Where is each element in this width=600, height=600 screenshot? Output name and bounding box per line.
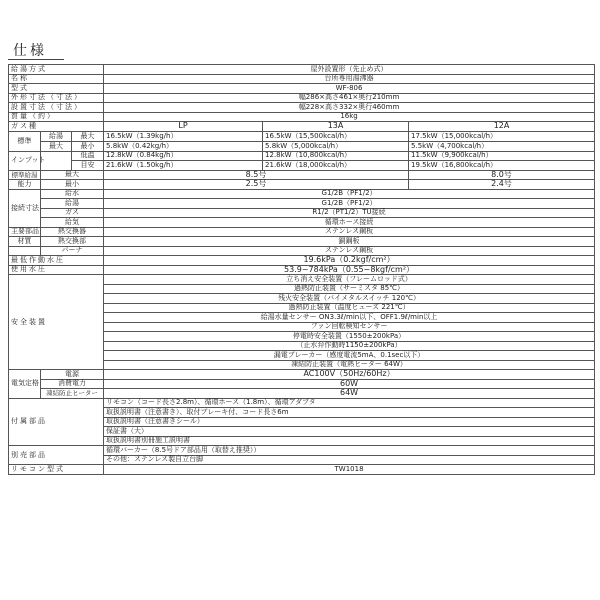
- label-input-group-2: インプット: [9, 151, 41, 170]
- input-low-lp: 12.8kW（0.84kg/h）: [104, 151, 263, 161]
- label-model: 型式: [9, 84, 104, 94]
- power-key-heater: 凍結防止ヒーター: [41, 389, 104, 399]
- row-piping-air: [9, 218, 595, 228]
- page-title: 仕様: [13, 43, 47, 59]
- label-piping-group: 接続寸法: [9, 189, 41, 227]
- accessory-item: 取扱説明書別冊施工説明書: [104, 436, 595, 446]
- row-weight: [9, 112, 595, 122]
- capacity-max-lp-13a: 8.5号: [104, 170, 409, 180]
- row-outer-size: [9, 93, 595, 103]
- row-material-hx-part: [9, 237, 595, 247]
- label-outer-size: 外形寸法（寸法）: [9, 93, 104, 103]
- row-product-name: [9, 74, 595, 84]
- value-model: WF-806: [104, 84, 595, 94]
- piping-key-air: 給気: [41, 218, 104, 228]
- row-water-pressure: [9, 265, 595, 275]
- label-input-state: 最大: [41, 141, 72, 151]
- value-outer-size: 幅286×高さ461×奥行210mm: [104, 93, 595, 103]
- piping-water-in: G1/2B（PF1/2）: [104, 189, 595, 199]
- input-guide-12a: 19.5kW（16,800kcal/h）: [409, 161, 595, 171]
- power-source: AC100V（50Hz/60Hz）: [104, 370, 595, 380]
- label-supply-method: 給湯方式: [9, 65, 104, 75]
- input-max-13a: 16.5kW（15,500kcal/h）: [263, 131, 409, 141]
- safety-item: 給湯水量センサー ON3.3ℓ/min以下、OFF1.9ℓ/min以上: [104, 313, 595, 323]
- row-power-source: [9, 370, 595, 380]
- piping-key-water-in: 給水: [41, 189, 104, 199]
- safety-item: 漏電ブレーカー（感度電流5mA、0.1sec以下）: [104, 351, 595, 361]
- safety-item: ファン回転検知センサー: [104, 322, 595, 332]
- value-product-name: 台所専用湯沸器: [104, 74, 595, 84]
- label-capacity-group: 標準給湯: [9, 170, 41, 180]
- title-underline: [8, 59, 64, 60]
- row-material-burner: [9, 246, 595, 256]
- value-water-pressure: 53.9~784kPa（0.55~8kgf/cm²）: [104, 265, 595, 275]
- gas-13a: 13A: [263, 122, 409, 132]
- piping-gas: R1/2（PT1/2）TU接続: [104, 208, 595, 218]
- capacity-key-max: 最大: [41, 170, 104, 180]
- material-burner: ステンレス鋼板: [104, 246, 595, 256]
- row-material-hx: [9, 227, 595, 237]
- label-input-group: 標準: [9, 131, 41, 151]
- capacity-key-min: 最小: [41, 180, 104, 190]
- input-key-low: 低温: [72, 151, 104, 161]
- row-remote: [9, 465, 595, 475]
- row-model: [9, 84, 595, 94]
- power-heater: 64W: [104, 389, 595, 399]
- row-piping-gas: [9, 208, 595, 218]
- option-item: その他：ステンレス製自立台脚: [104, 455, 595, 465]
- safety-item: 凍結防止装置（電熱ヒーター 64W）: [104, 360, 595, 370]
- accessory-item: 保証書（大）: [104, 427, 595, 437]
- capacity-max-12a: 8.0号: [409, 170, 595, 180]
- capacity-min-lp-13a: 2.5号: [104, 180, 409, 190]
- row-supply-method: [9, 65, 595, 75]
- label-options: 別売部品: [9, 446, 104, 465]
- row-input-max: [9, 131, 595, 141]
- input-key-guide: 目安: [72, 161, 104, 171]
- row-options: [9, 446, 595, 456]
- label-capacity-group-2: 能力: [9, 180, 41, 190]
- row-input-low: [9, 151, 595, 161]
- safety-item: 過熱防止装置（温度ヒューズ 221℃）: [104, 303, 595, 313]
- input-min-13a: 5.8kW（5,000kcal/h）: [263, 141, 409, 151]
- row-gas-type: [9, 122, 595, 132]
- safety-item: 停電時安全装置（1550±200kPa）: [104, 332, 595, 342]
- label-safety: 安全装置: [9, 275, 104, 370]
- power-key-consumption: 消費電力: [41, 379, 104, 389]
- row-accessories: [9, 398, 595, 408]
- material-key-hx: 熱交換器: [41, 227, 104, 237]
- input-min-12a: 5.5kW（4,700kcal/h）: [409, 141, 595, 151]
- option-item: 循環バーカー（8.5号ドア部品用（取替え推奨））: [104, 446, 595, 456]
- input-low-13a: 12.8kW（10,800kcal/h）: [263, 151, 409, 161]
- input-low-12a: 11.5kW（9,900kcal/h）: [409, 151, 595, 161]
- label-water-pressure: 使用水圧: [9, 265, 104, 275]
- label-remote: リモコン型式: [9, 465, 104, 475]
- gas-12a: 12A: [409, 122, 595, 132]
- label-accessories: 付属部品: [9, 398, 104, 446]
- value-mount-size: 幅228×高さ332×奥行460mm: [104, 103, 595, 113]
- input-guide-13a: 21.6kW（18,000kcal/h）: [263, 161, 409, 171]
- spec-table: [8, 64, 595, 475]
- value-min-pressure: 19.6kPa（0.2kgf/cm²）: [104, 256, 595, 266]
- input-max-lp: 16.5kW（1.39kg/h）: [104, 131, 263, 141]
- row-input-guide: [9, 161, 595, 171]
- label-power-group: 電気定格: [9, 370, 41, 399]
- safety-item: 立ち消え安全装置（フレームロッド式）: [104, 275, 595, 285]
- material-key-burner: バーナ: [41, 246, 104, 256]
- value-supply-method: 屋外設置形（先止め式）: [104, 65, 595, 75]
- value-remote: TW1018: [104, 465, 595, 475]
- piping-hot-out: G1/2B（PF1/2）: [104, 199, 595, 209]
- row-input-min: [9, 141, 595, 151]
- piping-key-hot-out: 給湯: [41, 199, 104, 209]
- accessory-item: リモコン（コード長さ2.8m）、循環ホース（1.8m）、循環アダプタ: [104, 398, 595, 408]
- piping-air: 循環ホース接続: [104, 218, 595, 228]
- row-capacity-min: [9, 180, 595, 190]
- safety-item: 過熱防止装置（サーミスタ 85℃）: [104, 284, 595, 294]
- material-hx-part: 銅鋼板: [104, 237, 595, 247]
- row-power-consumption: [9, 379, 595, 389]
- row-mount-size: [9, 103, 595, 113]
- row-safety: [9, 275, 595, 285]
- label-gas-type: ガス種: [9, 122, 104, 132]
- label-input-sub: 給湯: [41, 131, 72, 141]
- label-material-group-2: 材質: [9, 237, 41, 247]
- label-min-pressure: 最低作動水圧: [9, 256, 104, 266]
- label-material-group: 主要部品: [9, 227, 41, 237]
- input-max-12a: 17.5kW（15,000kcal/h）: [409, 131, 595, 141]
- power-key-source: 電源: [41, 370, 104, 380]
- row-power-heater: [9, 389, 595, 399]
- input-key-min: 最小: [72, 141, 104, 151]
- row-piping-water-in: [9, 189, 595, 199]
- label-mount-size: 設置寸法（寸法）: [9, 103, 104, 113]
- power-consumption: 60W: [104, 379, 595, 389]
- input-min-lp: 5.8kW（0.42kg/h）: [104, 141, 263, 151]
- label-weight: 質量（約）: [9, 112, 104, 122]
- accessory-item: 取扱説明書（注意書きシール）: [104, 417, 595, 427]
- row-min-pressure: [9, 256, 595, 266]
- safety-item: 残火安全装置（バイメタルスイッチ 120℃）: [104, 294, 595, 304]
- gas-lp: LP: [104, 122, 263, 132]
- material-key-hx-part: 熱交換部: [41, 237, 104, 247]
- material-hx: ステンレス鋼板: [104, 227, 595, 237]
- piping-key-gas: ガス: [41, 208, 104, 218]
- safety-item: （止水弁作動時1150±200kPa）: [104, 341, 595, 351]
- label-product-name: 名称: [9, 74, 104, 84]
- input-guide-lp: 21.6kW（1.50kg/h）: [104, 161, 263, 171]
- value-weight: 16kg: [104, 112, 595, 122]
- row-piping-hot-out: [9, 199, 595, 209]
- accessory-item: 取扱説明書（注意書き）、取付ブレーキ付、コード長さ6m: [104, 408, 595, 418]
- input-key-max: 最大: [72, 131, 104, 141]
- capacity-min-12a: 2.4号: [409, 180, 595, 190]
